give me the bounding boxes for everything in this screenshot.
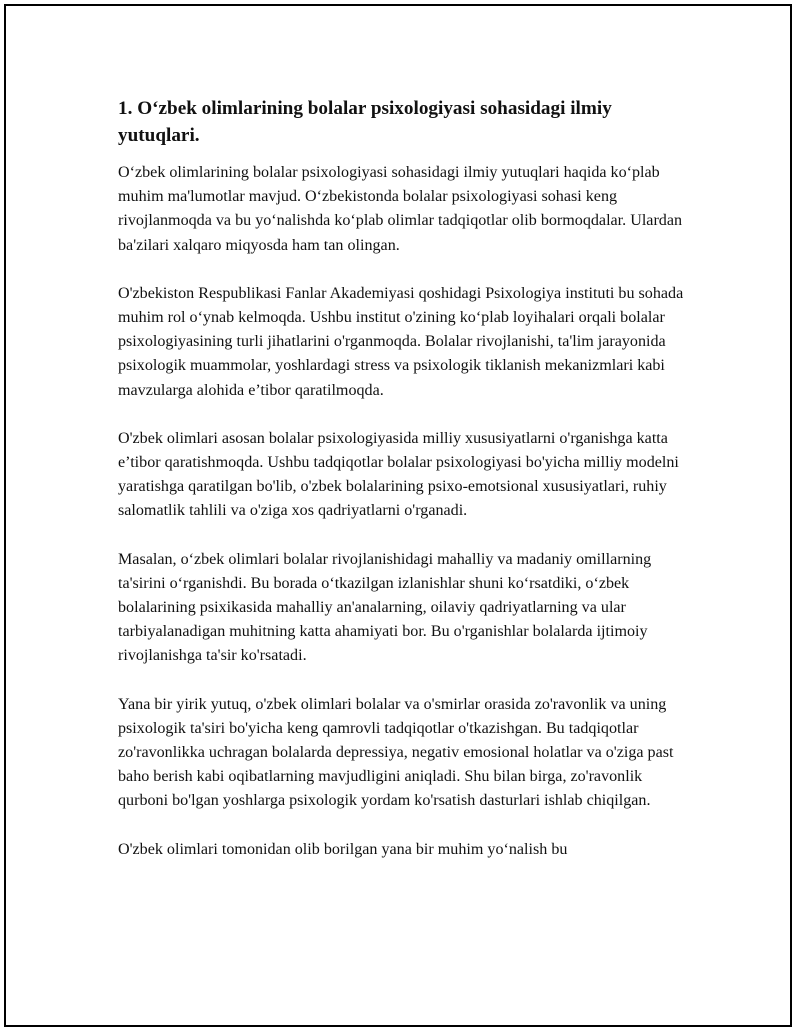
paragraph-6: O'zbek olimlari tomonidan olib borilgan yana bir muhim yo‘nalish bu [118,840,568,858]
paragraph-1: O‘zbek olimlarining bolalar psixologiyasi sohasidagi ilmiy yutuqlari haqida ko‘plab muhim ma'lumotlar mavjud. O‘zbekistonda bolalar psixologiyasi sohasi keng rivojlanmoqda va bu yo‘nalishda ko‘plab olimlar tadqiqotlar olib bormoqdalar. Ulardan ba'zilari xalqaro miqyosda ham tan olingan. [118,164,683,254]
paragraph-5: Yana bir yirik yutuq, o'zbek olimlari bolalar va o'smirlar orasida zo'ravonlik va uning psixologik ta'siri bo'yicha keng qamrovli tadqiqotlar o'tkazishgan. Bu tadqiqotlar zo'ravonlikka uchragan bolalarda depressiya, negativ emosional holatlar va o'ziga past baho berish kabi oqibatlarning mavjudligini aniqladi. Shu bilan birga, zo'ravonlik qurboni bo'lgan yoshlarga psixologik yordam ko'rsatish dasturlari ishlab chiqilgan. [118,695,674,810]
paragraph-2: O'zbekiston Respublikasi Fanlar Akademiyasi qoshidagi Psixologiya instituti bu sohada muhim rol o‘ynab kelmoqda. Ushbu institut o'zining ko‘plab loyihalari orqali bolalar psixologiyasining turli jihatlarini o'rganmoqda. Bolalar rivojlanishi, ta'lim jarayonida psixologik muammolar, yoshlardagi stress va psixologik tiklanish mekanizmlari kabi mavzularga alohida e’tibor qaratilmoqda. [118,284,684,399]
section-heading: 1. O‘zbek olimlarining bolalar psixologiyasi sohasidagi ilmiy yutuqlari. [118,98,612,146]
paragraph-3: O'zbek olimlari asosan bolalar psixologiyasida milliy xususiyatlarni o'rganishga katta e’tibor qaratishmoqda. Ushbu tadqiqotlar bolalar psixologiyasi bo'yicha milliy modelni yaratishga qaratilgan bo'lib, o'zbek bolalarining psixo-emotsional xususiyatlari, ruhiy salomatlik tahlili va o'ziga xos qadriyatlarni o'rganadi. [118,429,679,520]
paragraph-4: Masalan, o‘zbek olimlari bolalar rivojlanishidagi mahalliy va madaniy omillarning ta'sirini o‘rganishdi. Bu borada o‘tkazilgan izlanishlar shuni ko‘rsatdiki, o‘zbek bolalarining psixikasida mahalliy an'analarning, oilaviy qadriyatlarning va ular tarbiyalanadigan muhitning katta ahamiyati bor. Bu o'rganishlar bolalarda ijtimoiy rivojlanishga ta'sir ko'rsatadi. [118,550,652,665]
document-body [118,95,684,886]
